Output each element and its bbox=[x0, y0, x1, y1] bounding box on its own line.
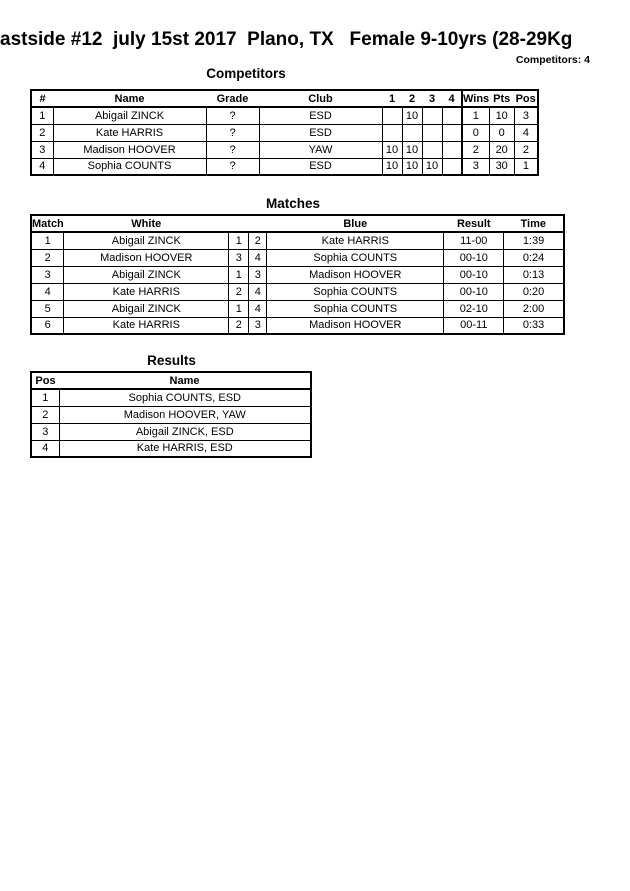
competitor-match2-score bbox=[402, 124, 422, 141]
competitor-match2-score: 10 bbox=[402, 107, 422, 124]
result-position: 3 bbox=[31, 423, 59, 440]
competitors-count: Competitors: 4 bbox=[515, 54, 590, 66]
match-row bbox=[31, 317, 564, 334]
results-col-name: Name bbox=[169, 374, 200, 387]
match-result: 00-10 bbox=[444, 249, 504, 266]
match-result: 00-11 bbox=[444, 317, 504, 334]
competitor-position: 2 bbox=[514, 141, 538, 158]
competitors-col-grade: Grade bbox=[216, 92, 249, 105]
competitor-match4-score bbox=[442, 124, 462, 141]
competitor-row bbox=[31, 124, 538, 141]
competitor-grade: ? bbox=[206, 141, 259, 158]
matches-col-match: Match bbox=[32, 217, 64, 230]
competitor-match1-score bbox=[382, 107, 402, 124]
match-result: 11-00 bbox=[444, 232, 504, 249]
competitors-col-pts: Pts bbox=[493, 92, 511, 105]
match-time: 0:13 bbox=[504, 266, 564, 283]
competitor-row bbox=[31, 141, 538, 158]
match-white-name: Abigail ZINCK bbox=[64, 232, 229, 249]
competitor-club: ESD bbox=[259, 124, 382, 141]
competitors-col-match4: 4 bbox=[448, 92, 455, 105]
match-blue-name: Sophia COUNTS bbox=[267, 300, 444, 317]
results-heading: Results bbox=[147, 353, 196, 368]
competitor-name: Abigail ZINCK bbox=[53, 107, 206, 124]
match-number: 1 bbox=[31, 232, 64, 249]
competitor-club: ESD bbox=[259, 158, 382, 175]
competitor-match3-score bbox=[422, 141, 442, 158]
competitor-points: 10 bbox=[489, 107, 514, 124]
competitors-col-match2: 2 bbox=[408, 92, 416, 105]
competitor-number: 1 bbox=[31, 107, 53, 124]
competitor-wins: 3 bbox=[462, 158, 489, 175]
match-time: 1:39 bbox=[504, 232, 564, 249]
competitor-row bbox=[31, 158, 538, 175]
competitor-match2-score: 10 bbox=[402, 158, 422, 175]
page-title: astside #12 july 15st 2017 Plano, TX Female 9-10yrs (28-29Kg bbox=[0, 30, 573, 49]
match-row bbox=[31, 266, 564, 283]
match-blue-competitor-number: 4 bbox=[249, 283, 267, 300]
competitor-club: YAW bbox=[259, 141, 382, 158]
competitor-match4-score bbox=[442, 107, 462, 124]
match-blue-competitor-number: 3 bbox=[249, 266, 267, 283]
results-header-row bbox=[31, 372, 311, 389]
competitor-match1-score: 10 bbox=[382, 158, 402, 175]
competitors-col-match1: 1 bbox=[388, 92, 396, 105]
competitors-col-pos: Pos bbox=[515, 92, 536, 105]
competitor-wins: 2 bbox=[462, 141, 489, 158]
match-result: 00-10 bbox=[444, 283, 504, 300]
competitors-col-name: Name bbox=[114, 92, 145, 105]
competitors-col-match3: 3 bbox=[428, 92, 436, 105]
competitor-number: 2 bbox=[31, 124, 53, 141]
match-white-name: Abigail ZINCK bbox=[64, 266, 229, 283]
competitor-points: 30 bbox=[489, 158, 514, 175]
match-time: 0:24 bbox=[504, 249, 564, 266]
result-position: 1 bbox=[31, 389, 59, 406]
matches-heading: Matches bbox=[265, 196, 321, 211]
competitor-wins: 0 bbox=[462, 124, 489, 141]
matches-header-row bbox=[31, 215, 564, 232]
match-blue-name: Kate HARRIS bbox=[267, 232, 444, 249]
match-blue-name: Madison HOOVER bbox=[267, 317, 444, 334]
match-time: 0:20 bbox=[504, 283, 564, 300]
match-white-competitor-number: 2 bbox=[229, 317, 249, 334]
result-position: 4 bbox=[31, 440, 59, 457]
competitor-name: Kate HARRIS bbox=[53, 124, 206, 141]
result-name: Kate HARRIS, ESD bbox=[59, 440, 311, 457]
matches-col-white: White bbox=[131, 217, 162, 230]
match-white-name: Abigail ZINCK bbox=[64, 300, 229, 317]
competitors-header-row bbox=[31, 90, 538, 107]
competitor-row bbox=[31, 107, 538, 124]
result-row bbox=[31, 440, 311, 457]
competitor-match4-score bbox=[442, 158, 462, 175]
match-result: 02-10 bbox=[444, 300, 504, 317]
competitor-number: 3 bbox=[31, 141, 53, 158]
result-name: Madison HOOVER, YAW bbox=[59, 406, 311, 423]
competitors-heading: Competitors bbox=[206, 66, 286, 81]
competitor-match3-score bbox=[422, 124, 442, 141]
match-blue-competitor-number: 4 bbox=[249, 300, 267, 317]
competitor-grade: ? bbox=[206, 124, 259, 141]
competitor-match2-score: 10 bbox=[402, 141, 422, 158]
match-white-competitor-number: 3 bbox=[229, 249, 249, 266]
result-row bbox=[31, 423, 311, 440]
match-white-competitor-number: 1 bbox=[229, 232, 249, 249]
competitor-grade: ? bbox=[206, 158, 259, 175]
match-blue-name: Madison HOOVER bbox=[267, 266, 444, 283]
match-white-competitor-number: 1 bbox=[229, 300, 249, 317]
competitor-match1-score bbox=[382, 124, 402, 141]
match-white-name: Madison HOOVER bbox=[64, 249, 229, 266]
match-row bbox=[31, 232, 564, 249]
match-time: 2:00 bbox=[504, 300, 564, 317]
competitor-wins: 1 bbox=[462, 107, 489, 124]
competitors-col-wins: Wins bbox=[462, 90, 489, 107]
competitor-match4-score bbox=[442, 141, 462, 158]
competitor-position: 4 bbox=[514, 124, 538, 141]
competitors-table bbox=[30, 89, 539, 176]
result-row bbox=[31, 389, 311, 406]
result-row bbox=[31, 406, 311, 423]
match-number: 6 bbox=[31, 317, 64, 334]
competitor-grade: ? bbox=[206, 107, 259, 124]
matches-col-result: Result bbox=[456, 217, 491, 230]
result-position: 2 bbox=[31, 406, 59, 423]
matches-col-white-num bbox=[229, 215, 249, 232]
match-white-competitor-number: 1 bbox=[229, 266, 249, 283]
match-row bbox=[31, 283, 564, 300]
result-name: Abigail ZINCK, ESD bbox=[59, 423, 311, 440]
competitor-club: ESD bbox=[259, 107, 382, 124]
results-col-pos: Pos bbox=[35, 374, 56, 387]
competitor-name: Madison HOOVER bbox=[53, 141, 206, 158]
competitors-col-club: Club bbox=[308, 92, 333, 105]
match-blue-competitor-number: 3 bbox=[249, 317, 267, 334]
competitor-match3-score: 10 bbox=[422, 158, 442, 175]
match-number: 2 bbox=[31, 249, 64, 266]
match-number: 4 bbox=[31, 283, 64, 300]
competitor-position: 3 bbox=[514, 107, 538, 124]
competitor-name: Sophia COUNTS bbox=[53, 158, 206, 175]
match-number: 3 bbox=[31, 266, 64, 283]
competitor-points: 20 bbox=[489, 141, 514, 158]
competitor-number: 4 bbox=[31, 158, 53, 175]
match-blue-name: Sophia COUNTS bbox=[267, 249, 444, 266]
match-white-name: Kate HARRIS bbox=[64, 283, 229, 300]
result-name: Sophia COUNTS, ESD bbox=[59, 389, 311, 406]
competitor-points: 0 bbox=[489, 124, 514, 141]
competitor-match3-score bbox=[422, 107, 442, 124]
match-white-competitor-number: 2 bbox=[229, 283, 249, 300]
match-white-name: Kate HARRIS bbox=[64, 317, 229, 334]
competitor-match1-score: 10 bbox=[382, 141, 402, 158]
results-table bbox=[30, 371, 312, 458]
match-result: 00-10 bbox=[444, 266, 504, 283]
match-row bbox=[31, 300, 564, 317]
match-number: 5 bbox=[31, 300, 64, 317]
matches-col-blue-num bbox=[249, 215, 267, 232]
matches-col-time: Time bbox=[520, 217, 547, 230]
matches-col-blue: Blue bbox=[343, 217, 368, 230]
competitors-col-number: # bbox=[39, 92, 46, 105]
match-blue-name: Sophia COUNTS bbox=[267, 283, 444, 300]
match-blue-competitor-number: 2 bbox=[249, 232, 267, 249]
competitor-position: 1 bbox=[514, 158, 538, 175]
match-blue-competitor-number: 4 bbox=[249, 249, 267, 266]
matches-table bbox=[30, 214, 565, 335]
match-time: 0:33 bbox=[504, 317, 564, 334]
match-row bbox=[31, 249, 564, 266]
